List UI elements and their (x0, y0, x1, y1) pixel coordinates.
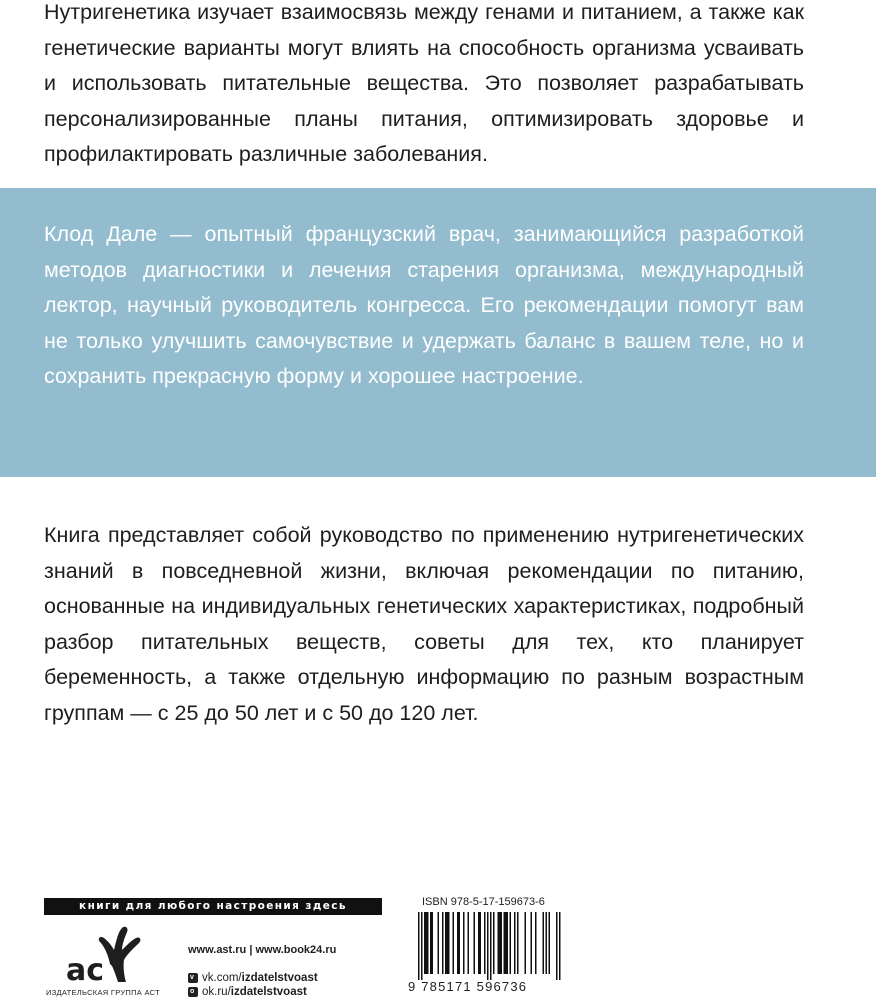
barcode-bar (490, 912, 492, 980)
barcode-bar (505, 912, 507, 974)
barcode-block (408, 896, 570, 1000)
publisher-websites[interactable]: www.ast.ru | www.book24.ru (188, 944, 337, 956)
barcode-bar (418, 912, 420, 980)
barcode-bar (442, 912, 444, 974)
barcode-bar (478, 912, 480, 974)
barcode-bar (501, 912, 503, 974)
barcode-bar (510, 912, 512, 974)
barcode-bar (531, 912, 533, 974)
barcode-bar (448, 912, 450, 974)
ok-handle: izdatelstvoast (230, 986, 307, 998)
barcode-bar (535, 912, 537, 974)
barcode-bar (474, 912, 476, 974)
barcode-bar (457, 912, 459, 974)
barcode-bar (546, 912, 548, 974)
barcode-bar (498, 912, 500, 974)
barcode-bar (543, 912, 545, 974)
barcode-bar (487, 912, 489, 980)
book-description-paragraph: Книга представляет собой руководство по применению нутригенетических знаний в повседневной жизни, включая рекомендации по питанию, основанные на индивидуальных генетических характеристиках, подробный разбор питательных веществ, советы для тех, кто планирует беременность, а также отдельную информацию по разным возрастным группам — с 25 до 50 лет и с 50 до 120 лет. (44, 523, 804, 725)
barcode-bar (424, 912, 426, 974)
barcode-bar (445, 912, 447, 974)
barcode-bar (517, 912, 519, 974)
barcode-bar (484, 912, 486, 974)
intro-paragraph: Нутригенетика изучает взаимосвязь между генами и питанием, а также как генетические варианты могут влиять на способность организма усваивать и использовать питательные вещества. Это позволяет разрабатывать персонализированные планы питания, оптимизировать здоровье и профилактировать различные заболевания. (44, 0, 804, 166)
publisher-slogan: книги для любого настроения здесь (44, 898, 382, 915)
ok-prefix: ok.ru/ (202, 986, 231, 998)
odnoklassniki-icon: o (188, 987, 198, 997)
vk-handle: izdatelstvoast (241, 972, 318, 984)
barcode-image (408, 912, 570, 980)
ok-link[interactable] (188, 986, 307, 998)
barcode-bar (549, 912, 551, 974)
publisher-name: ИЗДАТЕЛЬСКАЯ ГРУППА АСТ (46, 988, 160, 997)
isbn-label: ISBN 978-5-17-159673-6 (422, 896, 545, 908)
barcode-bar (421, 912, 423, 980)
barcode-bar (430, 912, 432, 974)
barcode-bar (427, 912, 429, 974)
barcode-bar (525, 912, 527, 974)
barcode-bar (459, 912, 461, 974)
barcode-bar (504, 912, 506, 974)
barcode-bar (493, 912, 495, 974)
barcode-bar (453, 912, 455, 974)
barcode-bar (480, 912, 482, 974)
barcode-bar (499, 912, 501, 974)
barcode-bar (426, 912, 428, 974)
ast-logo (64, 924, 144, 986)
barcode-bar (447, 912, 449, 974)
barcode-bar (432, 912, 434, 974)
barcode-bar (514, 912, 516, 974)
barcode-bar (556, 912, 558, 980)
barcode-bar (463, 912, 465, 974)
barcode-bar (507, 912, 509, 974)
svg-text:ac: ac (66, 953, 105, 986)
barcode-bar (559, 912, 561, 980)
vk-link[interactable] (188, 972, 318, 984)
vk-prefix: vk.com/ (202, 972, 242, 984)
author-paragraph: Клод Дале — опытный французский врач, занимающийся разработкой методов диагностики и лечения старения организма, международный лектор, научный руководитель конгресса. Его рекомендации помогут вам не только улучшить самочувствие и удержать баланс в вашем теле, но и сохранить прекрасную форму и хорошее настроение. (44, 222, 804, 388)
barcode-bar (438, 912, 440, 974)
barcode-bar (468, 912, 470, 974)
vk-icon: v (188, 973, 198, 983)
barcode-digits: 9 785171 596736 (408, 979, 528, 994)
